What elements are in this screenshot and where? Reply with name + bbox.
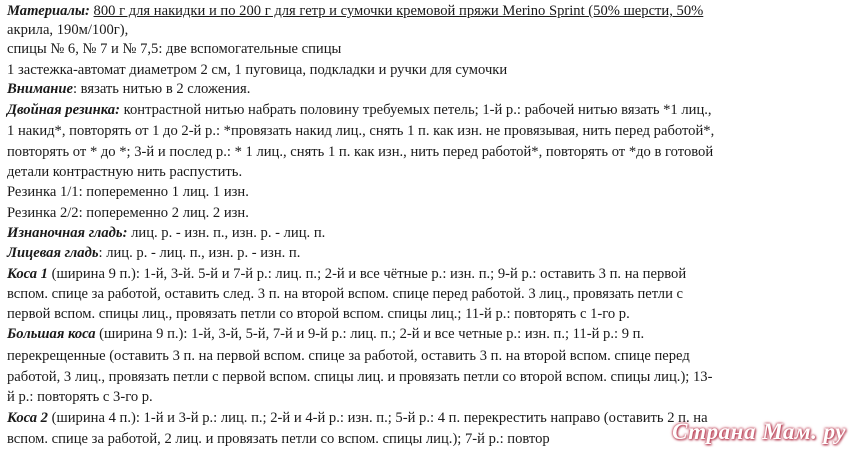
watermark-text: Страна Мам bbox=[672, 418, 812, 444]
text-line: вспом. спице за работой, оставить след. 3 п. на второй вспом. спице перед работой. 3 лиц., провязать петли с bbox=[7, 286, 684, 302]
text-line-stockinette: Лицевая гладь: лиц. р. - лиц. п., изн. р. - изн. п. bbox=[7, 245, 301, 261]
watermark bbox=[672, 418, 846, 444]
term-double-rib: Двойная резинка: bbox=[7, 102, 120, 118]
text-line-big-cable: Большая коса (ширина 9 п.): 1-й, 3-й, 5-й, 7-й и 9-й р.: лиц. п.; 2-й и все четные р.: изн. п.; 11-й р.: 9 п. bbox=[7, 326, 645, 342]
text-line: повторять от * до *; 3-й и послед р.: * 1 лиц., снять 1 п. как изн., нить перед работой*, повторять от *до в готовой bbox=[7, 144, 714, 160]
text-line: перекрещенные (оставить 3 п. на первой вспом. спице за работой, оставить 3 п. на второй вспом. спице перед bbox=[7, 348, 690, 364]
term-big-cable: Большая коса bbox=[7, 326, 96, 342]
text-line-double-rib: Двойная резинка: контрастной нитью набрать половину требуемых петель; 1-й р.: рабочей нитью вязать *1 лиц., bbox=[7, 102, 712, 118]
term-cable-2: Коса 2 bbox=[7, 410, 48, 426]
watermark-suffix: . ру bbox=[811, 418, 846, 444]
text-line: работой, 3 лиц., провязать петли с первой вспом. спицы лиц. и провязать петли со второй вспом. спицы лиц.); 13- bbox=[7, 369, 713, 385]
term-stockinette: Лицевая гладь bbox=[7, 245, 99, 261]
term-cable-1: Коса 1 bbox=[7, 266, 48, 282]
term-materials: Материалы: bbox=[7, 3, 90, 19]
materials-amount: 800 г для накидки и по 200 г для гетр и сумочки кремовой пряжи Merino Sprint (50% шерсти, 50% bbox=[93, 3, 704, 19]
text-line: вспом. спице за работой, 2 лиц. и провязать петли со вспом. спицы лиц.); 7-й р.: повтор bbox=[7, 431, 550, 447]
text-line: первой вспом. спицы лиц., провязать петли со второй вспом. спицы лиц.; 11-й р.: повторять с 1-го р. bbox=[7, 306, 630, 322]
text-line: акрила, 190м/100г), bbox=[7, 22, 129, 38]
text-line-rib-1-1: Резинка 1/1: попеременно 1 лиц. 1 изн. bbox=[7, 184, 249, 200]
text-line-materials bbox=[7, 2, 703, 21]
text-line: спицы № 6, № 7 и № 7,5: две вспомогательные спицы bbox=[7, 41, 342, 57]
text-line: й р.: повторять с 3-го р. bbox=[7, 389, 153, 405]
text-line: 1 застежка-автомат диаметром 2 см, 1 пуговица, подкладки и ручки для сумочки bbox=[7, 62, 508, 78]
text-line: детали контрастную нить распустить. bbox=[7, 164, 243, 180]
text-line-rib-2-2: Резинка 2/2: попеременно 2 лиц. 2 изн. bbox=[7, 205, 249, 221]
text-line: 1 накид*, повторять от 1 до 2-й р.: *провязать накид лиц., снять 1 п. как изн. не провязывая, нить перед работой*, bbox=[7, 123, 715, 139]
term-attention: Внимание bbox=[7, 81, 73, 97]
text-line-cable-2: Коса 2 (ширина 4 п.): 1-й и 3-й р.: лиц. п.; 2-й и 4-й р.: изн. п.; 5-й р.: 4 п. перекрестить направо (оставить 2 п. на bbox=[7, 410, 708, 426]
term-reverse-stockinette: Изнаночная гладь: bbox=[7, 225, 128, 241]
text-line-cable-1: Коса 1 (ширина 9 п.): 1-й, 3-й. 5-й и 7-й р.: лиц. п.; 2-й и все чётные р.: изн. п.; 9-й р.: оставить 3 п. на первой bbox=[7, 266, 687, 282]
text-line-reverse-stockinette: Изнаночная гладь: лиц. р. - изн. п., изн. р. - лиц. п. bbox=[7, 225, 326, 241]
text-line-attention: Внимание: вязать нитью в 2 сложения. bbox=[7, 81, 251, 97]
